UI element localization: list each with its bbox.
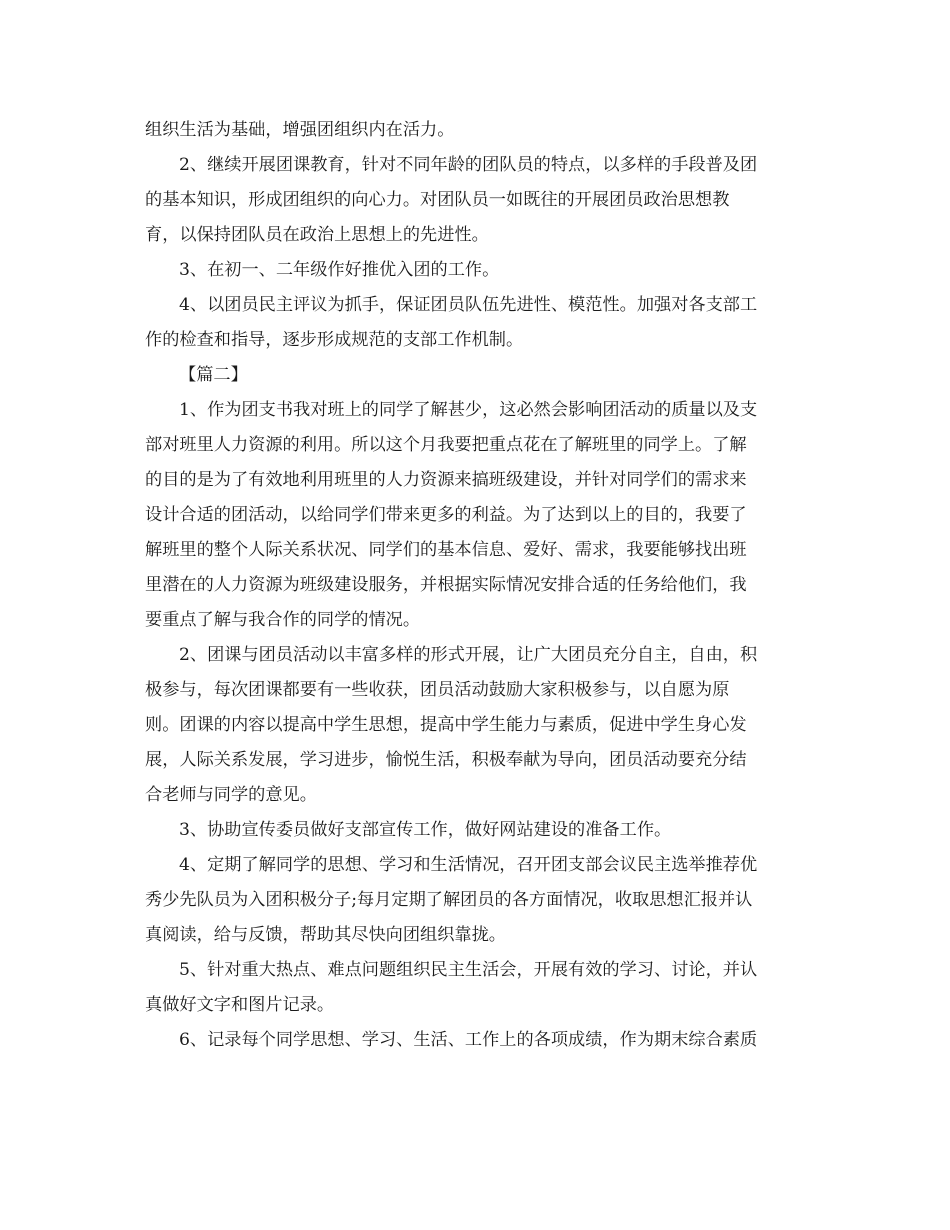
text-line: 3、协助宣传委员做好支部宣传工作，做好网站建设的准备工作。 xyxy=(179,820,672,840)
text-line: 设计合适的团活动，以给同学们带来更多的利益。为了达到以上的目的，我要了 xyxy=(145,505,747,525)
text-line: 合老师与同学的意见。 xyxy=(145,785,317,805)
text-line: 则。团课的内容以提高中学生思想，提高中学生能力与素质，促进中学生身心发 xyxy=(145,715,747,735)
text-line: 部对班里人力资源的利用。所以这个月我要把重点花在了解班里的同学上。了解 xyxy=(145,435,747,455)
document-body xyxy=(145,113,807,1058)
text-line: 里潜在的人力资源为班级建设服务，并根据实际情况安排合适的任务给他们，我 xyxy=(145,575,747,595)
text-line: 3、在初一、二年级作好推优入团的工作。 xyxy=(179,260,500,280)
text-line: 秀少先队员为入团积极分子;每月定期了解团员的各方面情况，收取思想汇报并认 xyxy=(145,890,753,910)
text-line: 育，以保持团队员在政治上思想上的先进性。 xyxy=(145,225,489,245)
text-line: 作的检查和指导，逐步形成规范的支部工作机制。 xyxy=(145,330,524,350)
text-line: 4、以团员民主评议为抓手，保证团员队伍先进性、模范性。加强对各支部工 xyxy=(179,295,758,315)
text-line: 极参与，每次团课都要有一些收获，团员活动鼓励大家积极参与，以自愿为原 xyxy=(145,680,730,700)
text-line: 要重点了解与我合作的同学的情况。 xyxy=(145,610,421,630)
text-line: 解班里的整个人际关系状况、同学们的基本信息、爱好、需求，我要能够找出班 xyxy=(145,540,747,560)
text-line: 的基本知识，形成团组织的向心力。对团队员一如既往的开展团员政治思想教 xyxy=(145,190,730,210)
text-line: 1、作为团支书我对班上的同学了解甚少，这必然会影响团活动的质量以及支 xyxy=(179,400,758,420)
text-line: 展，人际关系发展，学习进步，愉悦生活，积极奉献为导向，团员活动要充分结 xyxy=(145,750,747,770)
text-line: 6、记录每个同学思想、学习、生活、工作上的各项成绩，作为期末综合素质 xyxy=(179,1030,758,1050)
text-line: 2、继续开展团课教育，针对不同年龄的团队员的特点，以多样的手段普及团 xyxy=(179,155,758,175)
text-line: 5、针对重大热点、难点问题组织民主生活会，开展有效的学习、讨论，并认 xyxy=(179,960,758,980)
text-line: 组织生活为基础，增强团组织内在活力。 xyxy=(145,120,455,140)
text-line: 真阅读，给与反馈，帮助其尽快向团组织靠拢。 xyxy=(145,925,506,945)
text-line: 真做好文字和图片记录。 xyxy=(145,995,335,1015)
text-line: 4、定期了解同学的思想、学习和生活情况，召开团支部会议民主选举推荐优 xyxy=(179,855,758,875)
text-line: 2、团课与团员活动以丰富多样的形式开展，让广大团员充分自主，自由，积 xyxy=(179,645,758,665)
text-line: 的目的是为了有效地利用班里的人力资源来搞班级建设，并针对同学们的需求来 xyxy=(145,470,747,490)
section-heading: 【篇二】 xyxy=(179,365,248,385)
